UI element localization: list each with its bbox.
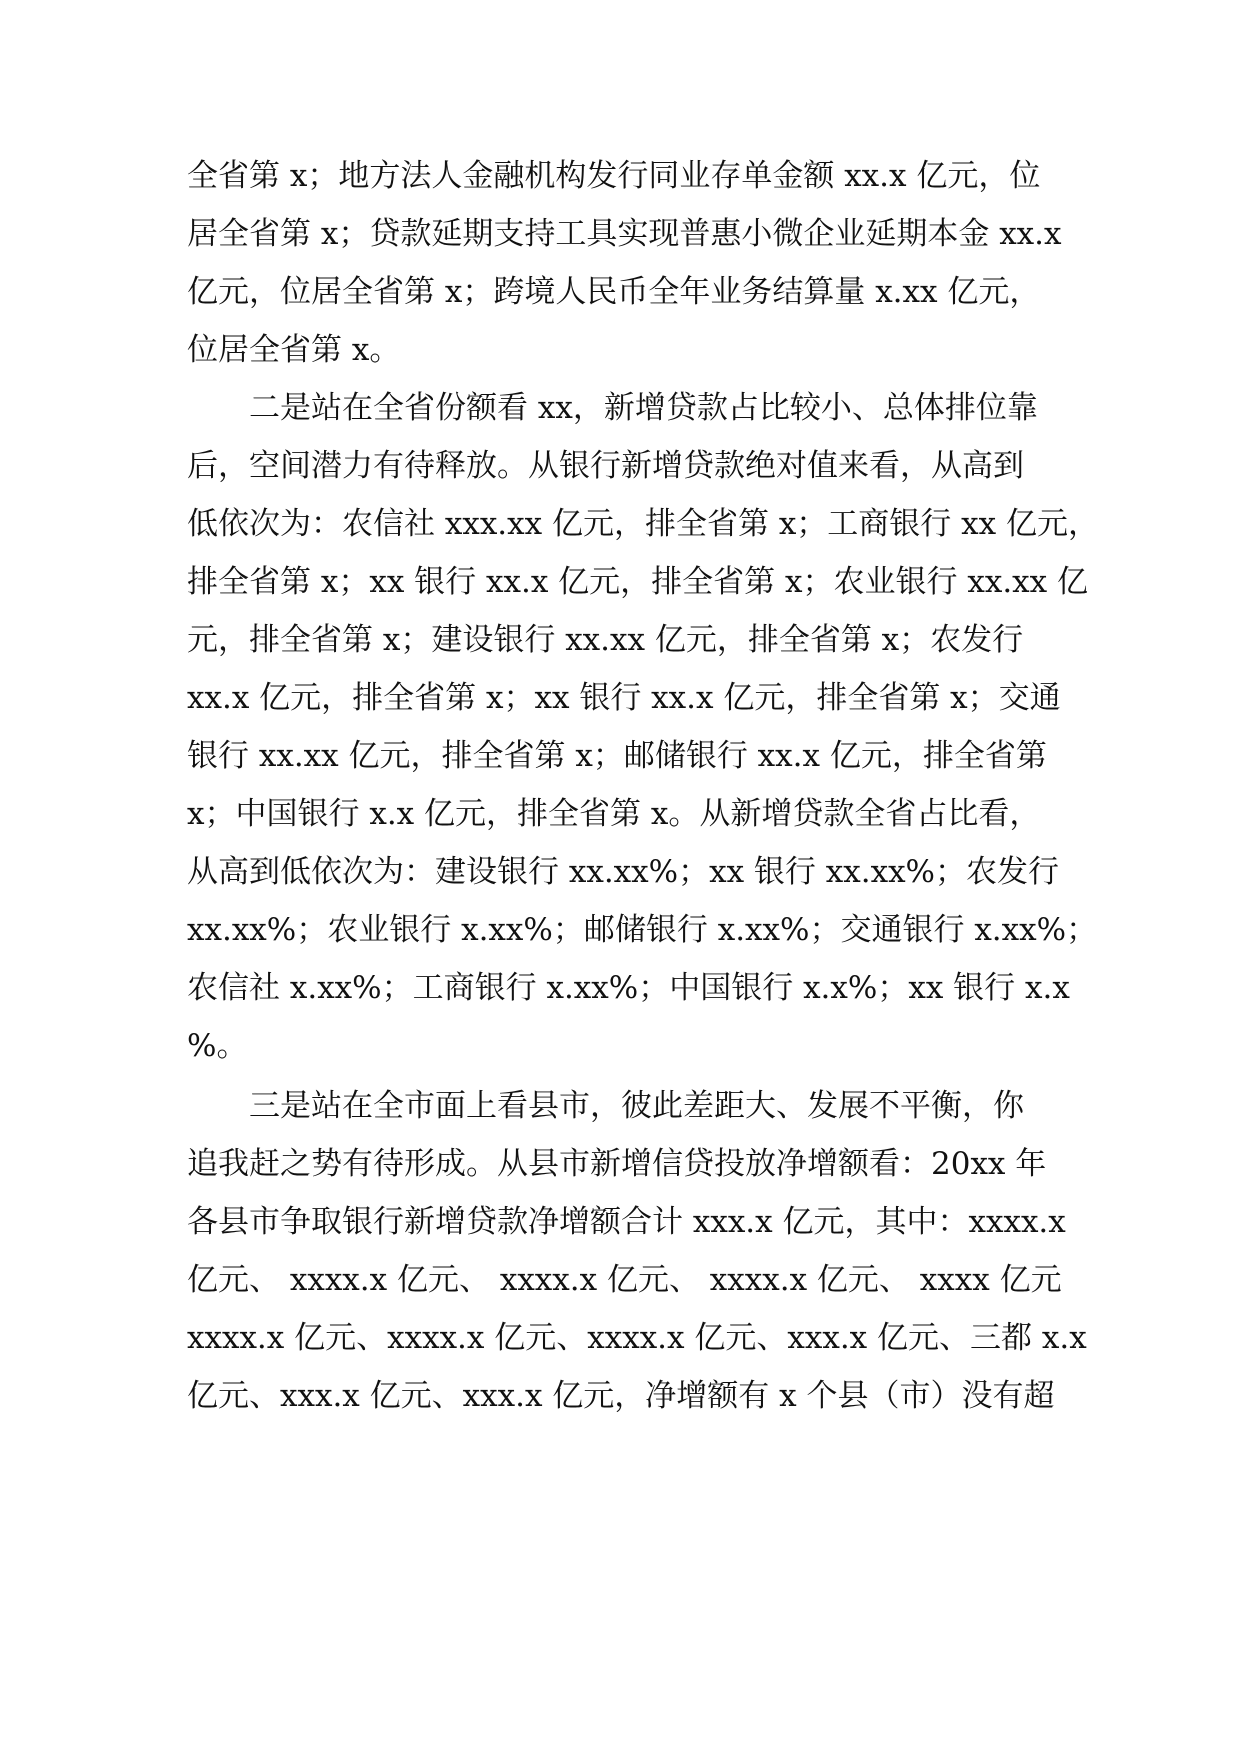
text-line: 农信社 x.xx%；工商银行 x.xx%；中国银行 x.x%；xx 银行 x.x (187, 970, 1070, 1006)
text-line: 亿元、 xxxx.x 亿元、 xxxx.x 亿元、 xxxx.x 亿元、 xxxx 亿元 (187, 1262, 1062, 1298)
text-line: xx.x 亿元，排全省第 x；xx 银行 xx.x 亿元，排全省第 x；交通 (187, 680, 1061, 716)
paragraph-3-start: 三是站在全市面上看县市，彼此差距大、发展不平衡，你 (187, 1088, 1024, 1124)
text-line: 后，空间潜力有待释放。从银行新增贷款绝对值来看，从高到 (187, 448, 1024, 484)
text-line: 全省第 x；地方法人金融机构发行同业存单金额 xx.x 亿元，位 (187, 158, 1041, 194)
paragraph-2-start: 二是站在全省份额看 xx，新增贷款占比较小、总体排位靠 (187, 390, 1038, 426)
text-line: 各县市争取银行新增贷款净增额合计 xxx.x 亿元，其中：xxxx.x (187, 1204, 1066, 1240)
text-line: xx.xx%；农业银行 x.xx%；邮储银行 x.xx%；交通银行 x.xx%； (187, 912, 1098, 948)
text-line: x；中国银行 x.x 亿元，排全省第 x。从新增贷款全省占比看， (187, 796, 1041, 832)
text-line: %。 (187, 1028, 248, 1064)
text-line: 亿元、xxx.x 亿元、xxx.x 亿元，净增额有 x 个县（市）没有超 (187, 1378, 1055, 1414)
text-line: 元，排全省第 x；建设银行 xx.xx 亿元，排全省第 x；农发行 (187, 622, 1024, 658)
text-line: 追我赶之势有待形成。从县市新增信贷投放净增额看：20xx 年 (187, 1146, 1047, 1182)
text-line: 排全省第 x；xx 银行 xx.x 亿元，排全省第 x；农业银行 xx.xx 亿 (187, 564, 1088, 600)
text-line: 亿元，位居全省第 x；跨境人民币全年业务结算量 x.xx 亿元， (187, 274, 1041, 310)
text-line: 低依次为：农信社 xxx.xx 亿元，排全省第 x；工商银行 xx 亿元， (187, 506, 1099, 542)
text-line: 位居全省第 x。 (187, 332, 401, 368)
text-line: 居全省第 x；贷款延期支持工具实现普惠小微企业延期本金 xx.x (187, 216, 1062, 252)
text-line: xxxx.x 亿元、xxxx.x 亿元、xxxx.x 亿元、xxx.x 亿元、三都 x.x (187, 1320, 1087, 1356)
text-line: 银行 xx.xx 亿元，排全省第 x；邮储银行 xx.x 亿元，排全省第 (187, 738, 1047, 774)
text-line: 从高到低依次为：建设银行 xx.xx%；xx 银行 xx.xx%；农发行 (187, 854, 1060, 890)
